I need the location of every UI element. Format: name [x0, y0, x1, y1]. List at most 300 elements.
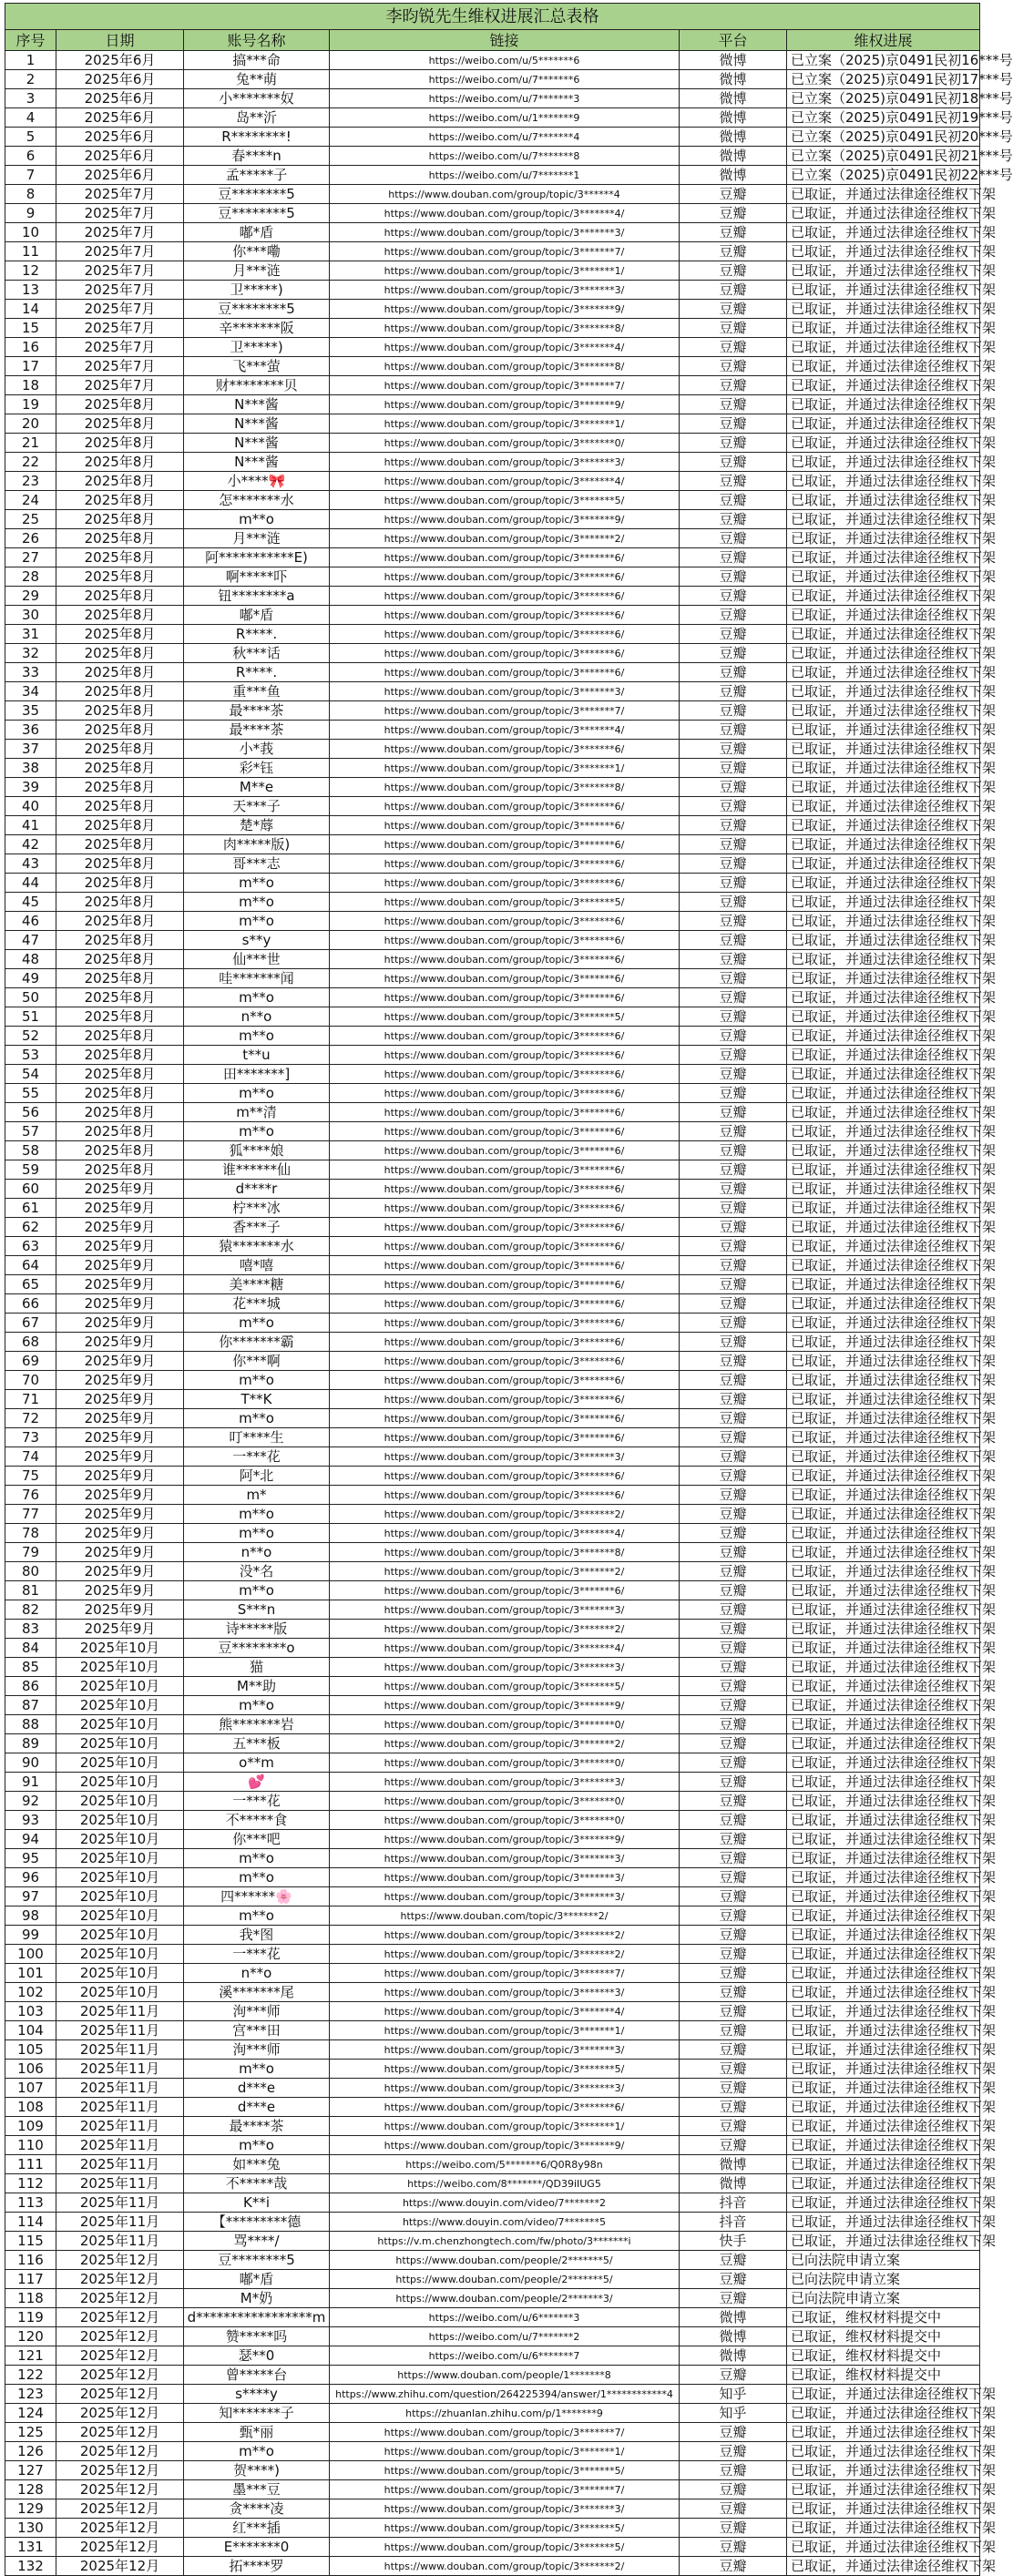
row-progress: 已取证，并通过法律途径维权下架 — [787, 2040, 980, 2060]
row-link: https://www.douban.com/group/topic/3*******6/ — [330, 816, 680, 835]
row-account-name: 四******🌸 — [184, 1887, 330, 1906]
table-row — [5, 1371, 980, 1390]
row-number: 98 — [5, 1906, 56, 1926]
row-date: 2025年11月 — [56, 2174, 184, 2193]
row-platform: 豆瓣 — [680, 1027, 787, 1046]
row-platform: 豆瓣 — [680, 1696, 787, 1715]
row-platform: 豆瓣 — [680, 2442, 787, 2461]
row-progress: 已取证，并通过法律途径维权下架 — [787, 740, 980, 759]
table-row — [5, 567, 980, 587]
row-progress: 已取证，并通过法律途径维权下架 — [787, 1753, 980, 1773]
row-number: 10 — [5, 223, 56, 242]
row-account-name: 肉*****版) — [184, 835, 330, 854]
row-number: 11 — [5, 242, 56, 261]
row-platform: 豆瓣 — [680, 969, 787, 988]
row-number: 41 — [5, 816, 56, 835]
table-row — [5, 108, 980, 128]
row-link: https://www.douban.com/group/topic/3*******3/ — [330, 1983, 680, 2002]
table-row — [5, 1046, 980, 1065]
table-row — [5, 89, 980, 108]
row-number: 118 — [5, 2289, 56, 2308]
row-link: https://www.douban.com/group/topic/3*******0/ — [330, 434, 680, 453]
row-account-name: 小*******奴 — [184, 89, 330, 108]
row-date: 2025年6月 — [56, 51, 184, 70]
table-row — [5, 759, 980, 778]
row-platform: 豆瓣 — [680, 2557, 787, 2576]
table-row — [5, 1792, 980, 1811]
row-progress: 已取证，并通过法律途径维权下架 — [787, 1811, 980, 1830]
row-link: https://www.douban.com/group/topic/3*******1/ — [330, 2021, 680, 2040]
row-progress: 已取证，并通过法律途径维权下架 — [787, 1505, 980, 1524]
row-link: https://www.douban.com/group/topic/3*******6/ — [330, 931, 680, 950]
row-date: 2025年10月 — [56, 1830, 184, 1849]
row-number: 21 — [5, 434, 56, 453]
row-link: https://www.douban.com/group/topic/3*******3/ — [330, 682, 680, 701]
row-number: 131 — [5, 2538, 56, 2557]
row-platform: 豆瓣 — [680, 778, 787, 797]
table-row — [5, 682, 980, 701]
row-link: https://www.douban.com/group/topic/3*******5/ — [330, 2519, 680, 2538]
row-date: 2025年10月 — [56, 1734, 184, 1753]
row-platform: 豆瓣 — [680, 740, 787, 759]
row-account-name: 阿***********E) — [184, 548, 330, 567]
table-row — [5, 261, 980, 281]
row-date: 2025年8月 — [56, 778, 184, 797]
row-date: 2025年9月 — [56, 1524, 184, 1543]
row-date: 2025年8月 — [56, 414, 184, 434]
row-link: https://www.douban.com/group/topic/3*******4/ — [330, 721, 680, 740]
table-row — [5, 2098, 980, 2117]
table-row — [5, 2346, 980, 2366]
row-link: https://weibo.com/8*******/QD39iIUG5 — [330, 2174, 680, 2193]
row-platform: 豆瓣 — [680, 1677, 787, 1696]
row-date: 2025年12月 — [56, 2366, 184, 2385]
row-platform: 豆瓣 — [680, 2117, 787, 2136]
row-date: 2025年12月 — [56, 2423, 184, 2442]
row-account-name: M**e — [184, 778, 330, 797]
table-row — [5, 1447, 980, 1467]
row-progress: 已取证，并通过法律途径维权下架 — [787, 2021, 980, 2040]
row-account-name: o**m — [184, 1753, 330, 1773]
row-progress: 已取证，并通过法律途径维权下架 — [787, 625, 980, 644]
row-progress: 已取证，并通过法律途径维权下架 — [787, 1180, 980, 1199]
table-row — [5, 606, 980, 625]
table-row — [5, 1945, 980, 1964]
row-link: https://weibo.com/u/7*******1 — [330, 166, 680, 185]
row-platform: 豆瓣 — [680, 2098, 787, 2117]
row-link: https://www.douban.com/group/topic/3*******5/ — [330, 491, 680, 510]
table-row — [5, 2519, 980, 2538]
row-account-name: 熊*******岩 — [184, 1715, 330, 1734]
row-date: 2025年8月 — [56, 1065, 184, 1084]
row-platform: 豆瓣 — [680, 950, 787, 969]
row-account-name: s****y — [184, 2385, 330, 2404]
row-date: 2025年8月 — [56, 606, 184, 625]
table-row — [5, 1524, 980, 1543]
row-progress: 已取证，并通过法律途径维权下架 — [787, 606, 980, 625]
row-progress: 已取证，并通过法律途径维权下架 — [787, 376, 980, 395]
row-date: 2025年8月 — [56, 548, 184, 567]
row-date: 2025年7月 — [56, 300, 184, 319]
row-link: https://www.douban.com/group/topic/3*******7/ — [330, 242, 680, 261]
row-number: 5 — [5, 128, 56, 147]
row-account-name: d****r — [184, 1180, 330, 1199]
row-link: https://www.douban.com/people/2*******3/ — [330, 2289, 680, 2308]
row-date: 2025年10月 — [56, 1753, 184, 1773]
row-link: https://www.douban.com/group/topic/3*******3/ — [330, 1600, 680, 1620]
row-account-name: 谁******仙 — [184, 1160, 330, 1180]
row-date: 2025年10月 — [56, 1945, 184, 1964]
row-date: 2025年8月 — [56, 1122, 184, 1141]
row-number: 102 — [5, 1983, 56, 2002]
table-row — [5, 128, 980, 147]
row-date: 2025年10月 — [56, 1868, 184, 1887]
row-account-name: 甄*丽 — [184, 2423, 330, 2442]
row-date: 2025年11月 — [56, 2232, 184, 2251]
table-row — [5, 2461, 980, 2480]
row-platform: 豆瓣 — [680, 1734, 787, 1753]
row-progress: 已取证，并通过法律途径维权下架 — [787, 1964, 980, 1983]
row-number: 24 — [5, 491, 56, 510]
row-account-name: m**o — [184, 510, 330, 529]
row-link: https://www.douban.com/group/topic/3*******9/ — [330, 1830, 680, 1849]
row-date: 2025年12月 — [56, 2519, 184, 2538]
row-platform: 豆瓣 — [680, 663, 787, 682]
row-platform: 豆瓣 — [680, 2251, 787, 2270]
row-number: 18 — [5, 376, 56, 395]
row-platform: 豆瓣 — [680, 1428, 787, 1447]
row-progress: 已取证，并通过法律途径维权下架 — [787, 1467, 980, 1486]
row-date: 2025年8月 — [56, 1160, 184, 1180]
row-account-name: 嘟*盾 — [184, 223, 330, 242]
row-date: 2025年12月 — [56, 2461, 184, 2480]
row-number: 109 — [5, 2117, 56, 2136]
table-row — [5, 816, 980, 835]
table-row — [5, 663, 980, 682]
row-link: https://weibo.com/5*******6/Q0R8y98n — [330, 2155, 680, 2174]
row-number: 26 — [5, 529, 56, 548]
row-progress: 已取证，并通过法律途径维权下架 — [787, 893, 980, 912]
table-row — [5, 1964, 980, 1983]
row-link: https://www.douban.com/group/topic/3*******6/ — [330, 1371, 680, 1390]
row-platform: 豆瓣 — [680, 2060, 787, 2079]
row-platform: 豆瓣 — [680, 797, 787, 816]
row-progress: 已取证，并通过法律途径维权下架 — [787, 988, 980, 1007]
table-row — [5, 1906, 980, 1926]
row-number: 69 — [5, 1352, 56, 1371]
row-platform: 豆瓣 — [680, 185, 787, 204]
row-link: https://www.douban.com/group/topic/3*******6/ — [330, 1237, 680, 1256]
table-row — [5, 2385, 980, 2404]
row-account-name: 不*****食 — [184, 1811, 330, 1830]
row-platform: 豆瓣 — [680, 1964, 787, 1983]
row-link: https://www.douban.com/group/topic/3*******9/ — [330, 300, 680, 319]
table-header-row — [5, 30, 980, 51]
row-number: 42 — [5, 835, 56, 854]
row-date: 2025年10月 — [56, 1773, 184, 1792]
row-platform: 豆瓣 — [680, 338, 787, 357]
row-platform: 豆瓣 — [680, 816, 787, 835]
row-account-name: m**o — [184, 1371, 330, 1390]
header-cell: 序号 — [5, 30, 56, 51]
row-account-name: 我*图 — [184, 1926, 330, 1945]
row-progress: 已立案（2025)京0491民初19***号 — [787, 108, 980, 128]
row-platform: 豆瓣 — [680, 434, 787, 453]
row-progress: 已取证，并通过法律途径维权下架 — [787, 1983, 980, 2002]
row-account-name: 五***板 — [184, 1734, 330, 1753]
row-progress: 已立案（2025)京0491民初21***号 — [787, 147, 980, 166]
row-number: 52 — [5, 1027, 56, 1046]
row-link: https://weibo.com/u/6*******3 — [330, 2308, 680, 2327]
row-progress: 已取证，维权材料提交中 — [787, 2366, 980, 2385]
row-platform: 豆瓣 — [680, 931, 787, 950]
table-row — [5, 1218, 980, 1237]
row-account-name: 宫***田 — [184, 2021, 330, 2040]
table-row — [5, 1199, 980, 1218]
table-row — [5, 740, 980, 759]
table-row — [5, 2002, 980, 2021]
row-platform: 豆瓣 — [680, 1486, 787, 1505]
row-date: 2025年11月 — [56, 2213, 184, 2232]
row-progress: 已取证，并通过法律途径维权下架 — [787, 969, 980, 988]
row-progress: 已取证，并通过法律途径维权下架 — [787, 1447, 980, 1467]
row-link: https://www.douban.com/group/topic/3*******1/ — [330, 414, 680, 434]
row-platform: 豆瓣 — [680, 912, 787, 931]
table-row — [5, 1620, 980, 1639]
row-date: 2025年7月 — [56, 319, 184, 338]
row-link: https://www.douban.com/group/topic/3*******6/ — [330, 1122, 680, 1141]
row-platform: 豆瓣 — [680, 1868, 787, 1887]
row-progress: 已取证，并通过法律途径维权下架 — [787, 1945, 980, 1964]
row-date: 2025年11月 — [56, 2117, 184, 2136]
row-number: 108 — [5, 2098, 56, 2117]
row-platform: 豆瓣 — [680, 2519, 787, 2538]
row-progress: 已取证，并通过法律途径维权下架 — [787, 1294, 980, 1314]
row-platform: 豆瓣 — [680, 721, 787, 740]
row-date: 2025年11月 — [56, 2002, 184, 2021]
row-account-name: 柠***冰 — [184, 1199, 330, 1218]
row-number: 59 — [5, 1160, 56, 1180]
table-row — [5, 644, 980, 663]
row-account-name: 嘟*盾 — [184, 606, 330, 625]
row-number: 67 — [5, 1314, 56, 1333]
row-number: 111 — [5, 2155, 56, 2174]
table-row — [5, 625, 980, 644]
row-number: 49 — [5, 969, 56, 988]
row-progress: 已取证，维权材料提交中 — [787, 2346, 980, 2366]
table-row — [5, 1773, 980, 1792]
row-progress: 已取证，并通过法律途径维权下架 — [787, 950, 980, 969]
row-progress: 已取证，并通过法律途径维权下架 — [787, 1007, 980, 1027]
row-progress: 已取证，并通过法律途径维权下架 — [787, 223, 980, 242]
row-link: https://www.douban.com/group/topic/3*******6/ — [330, 835, 680, 854]
table-row — [5, 835, 980, 854]
row-link: https://www.douban.com/group/topic/3*******4/ — [330, 472, 680, 491]
row-link: https://www.douban.com/group/topic/3*******9/ — [330, 510, 680, 529]
table-row — [5, 2232, 980, 2251]
row-date: 2025年8月 — [56, 874, 184, 893]
row-account-name: 洵***师 — [184, 2002, 330, 2021]
row-date: 2025年10月 — [56, 1926, 184, 1945]
row-progress: 已取证，并通过法律途径维权下架 — [787, 2557, 980, 2576]
row-progress: 已取证，并通过法律途径维权下架 — [787, 472, 980, 491]
row-progress: 已取证，并通过法律途径维权下架 — [787, 1658, 980, 1677]
row-link: https://www.douban.com/group/topic/3*******5/ — [330, 2060, 680, 2079]
row-account-name: 辛*******阪 — [184, 319, 330, 338]
row-account-name: 嘻*嘻 — [184, 1256, 330, 1275]
row-account-name: M*奶 — [184, 2289, 330, 2308]
table-row — [5, 1753, 980, 1773]
row-number: 46 — [5, 912, 56, 931]
row-number: 76 — [5, 1486, 56, 1505]
row-account-name: 钮********a — [184, 587, 330, 606]
row-account-name: 诗*****版 — [184, 1620, 330, 1639]
row-number: 104 — [5, 2021, 56, 2040]
row-link: https://www.douban.com/people/2*******5/ — [330, 2251, 680, 2270]
table-row — [5, 166, 980, 185]
row-progress: 已取证，维权材料提交中 — [787, 2327, 980, 2346]
row-number: 16 — [5, 338, 56, 357]
row-number: 103 — [5, 2002, 56, 2021]
row-link: https://www.douban.com/group/topic/3*******6/ — [330, 1084, 680, 1103]
row-progress: 已取证，并通过法律途径维权下架 — [787, 434, 980, 453]
row-progress: 已取证，并通过法律途径维权下架 — [787, 1199, 980, 1218]
table-row — [5, 2155, 980, 2174]
row-progress: 已取证，并通过法律途径维权下架 — [787, 453, 980, 472]
row-account-name: 豆********5 — [184, 300, 330, 319]
row-date: 2025年8月 — [56, 759, 184, 778]
table-row — [5, 1849, 980, 1868]
row-link: https://www.douban.com/group/topic/3*******3/ — [330, 453, 680, 472]
row-progress: 已取证，并通过法律途径维权下架 — [787, 2136, 980, 2155]
row-account-name: 怎*******水 — [184, 491, 330, 510]
row-account-name: m**o — [184, 1906, 330, 1926]
table-row — [5, 854, 980, 874]
row-account-name: R****. — [184, 663, 330, 682]
row-link: https://www.douban.com/group/topic/3*******1/ — [330, 2442, 680, 2461]
row-date: 2025年8月 — [56, 491, 184, 510]
row-date: 2025年8月 — [56, 835, 184, 854]
table-row — [5, 1658, 980, 1677]
row-number: 92 — [5, 1792, 56, 1811]
row-progress: 已取证，并通过法律途径维权下架 — [787, 2519, 980, 2538]
table-row — [5, 1639, 980, 1658]
table-row — [5, 1237, 980, 1256]
row-date: 2025年7月 — [56, 204, 184, 223]
row-link: https://www.douban.com/group/topic/3*******6/ — [330, 1141, 680, 1160]
table-row — [5, 1275, 980, 1294]
row-number: 45 — [5, 893, 56, 912]
row-date: 2025年12月 — [56, 2251, 184, 2270]
table-row — [5, 319, 980, 338]
row-link: https://www.douban.com/group/topic/3*******2/ — [330, 529, 680, 548]
row-date: 2025年8月 — [56, 1141, 184, 1160]
row-platform: 微博 — [680, 89, 787, 108]
row-account-name: m**o — [184, 912, 330, 931]
row-link: https://www.douban.com/group/topic/3*******4/ — [330, 2002, 680, 2021]
row-account-name: 你***吧 — [184, 1830, 330, 1849]
row-platform: 豆瓣 — [680, 1371, 787, 1390]
row-number: 68 — [5, 1333, 56, 1352]
row-date: 2025年8月 — [56, 893, 184, 912]
row-date: 2025年12月 — [56, 2404, 184, 2423]
row-link: https://www.douban.com/group/topic/3*******4/ — [330, 1639, 680, 1658]
table-row — [5, 1390, 980, 1409]
row-date: 2025年9月 — [56, 1314, 184, 1333]
row-date: 2025年8月 — [56, 721, 184, 740]
row-platform: 豆瓣 — [680, 2136, 787, 2155]
row-platform: 豆瓣 — [680, 1753, 787, 1773]
row-account-name: 溪*******尾 — [184, 1983, 330, 2002]
table-row — [5, 1160, 980, 1180]
table-row — [5, 1543, 980, 1562]
row-date: 2025年11月 — [56, 2136, 184, 2155]
table-row — [5, 395, 980, 414]
row-link: https://weibo.com/u/1*******9 — [330, 108, 680, 128]
row-number: 81 — [5, 1581, 56, 1600]
table-row — [5, 1352, 980, 1371]
row-progress: 已立案（2025)京0491民初22***号 — [787, 166, 980, 185]
row-number: 39 — [5, 778, 56, 797]
row-number: 107 — [5, 2079, 56, 2098]
row-date: 2025年12月 — [56, 2538, 184, 2557]
row-progress: 已取证，并通过法律途径维权下架 — [787, 2193, 980, 2213]
row-number: 4 — [5, 108, 56, 128]
row-date: 2025年11月 — [56, 2021, 184, 2040]
row-date: 2025年9月 — [56, 1256, 184, 1275]
table-title: 李昀锐先生维权进展汇总表格 — [5, 4, 980, 30]
row-progress: 已立案（2025)京0491民初18***号 — [787, 89, 980, 108]
row-account-name: 楚*蓐 — [184, 816, 330, 835]
row-progress: 已取证，并通过法律途径维权下架 — [787, 1141, 980, 1160]
row-progress: 已取证，并通过法律途径维权下架 — [787, 491, 980, 510]
row-platform: 豆瓣 — [680, 625, 787, 644]
row-date: 2025年7月 — [56, 357, 184, 376]
row-link: https://www.douban.com/group/topic/3*******7/ — [330, 376, 680, 395]
row-progress: 已取证，并通过法律途径维权下架 — [787, 778, 980, 797]
row-account-name: n**o — [184, 1007, 330, 1027]
table-row — [5, 2117, 980, 2136]
row-number: 113 — [5, 2193, 56, 2213]
row-link: https://www.douban.com/group/topic/3*******9/ — [330, 1696, 680, 1715]
row-date: 2025年10月 — [56, 1677, 184, 1696]
row-platform: 豆瓣 — [680, 759, 787, 778]
row-progress: 已取证，并通过法律途径维权下架 — [787, 338, 980, 357]
row-number: 58 — [5, 1141, 56, 1160]
row-number: 122 — [5, 2366, 56, 2385]
row-account-name: 一***花 — [184, 1447, 330, 1467]
row-number: 3 — [5, 89, 56, 108]
row-progress: 已取证，并通过法律途径维权下架 — [787, 2442, 980, 2461]
row-platform: 豆瓣 — [680, 1543, 787, 1562]
row-number: 117 — [5, 2270, 56, 2289]
row-number: 99 — [5, 1926, 56, 1945]
row-number: 15 — [5, 319, 56, 338]
row-account-name: 瑟**0 — [184, 2346, 330, 2366]
row-date: 2025年6月 — [56, 147, 184, 166]
row-number: 25 — [5, 510, 56, 529]
row-progress: 已取证，并通过法律途径维权下架 — [787, 1065, 980, 1084]
row-platform: 豆瓣 — [680, 1275, 787, 1294]
row-progress: 已取证，并通过法律途径维权下架 — [787, 319, 980, 338]
row-progress: 已取证，并通过法律途径维权下架 — [787, 1581, 980, 1600]
row-date: 2025年6月 — [56, 89, 184, 108]
row-progress: 已取证，并通过法律途径维权下架 — [787, 1160, 980, 1180]
row-link: https://weibo.com/u/5*******6 — [330, 51, 680, 70]
row-date: 2025年9月 — [56, 1371, 184, 1390]
row-link: https://www.douban.com/group/topic/3*******6/ — [330, 797, 680, 816]
row-date: 2025年10月 — [56, 1696, 184, 1715]
